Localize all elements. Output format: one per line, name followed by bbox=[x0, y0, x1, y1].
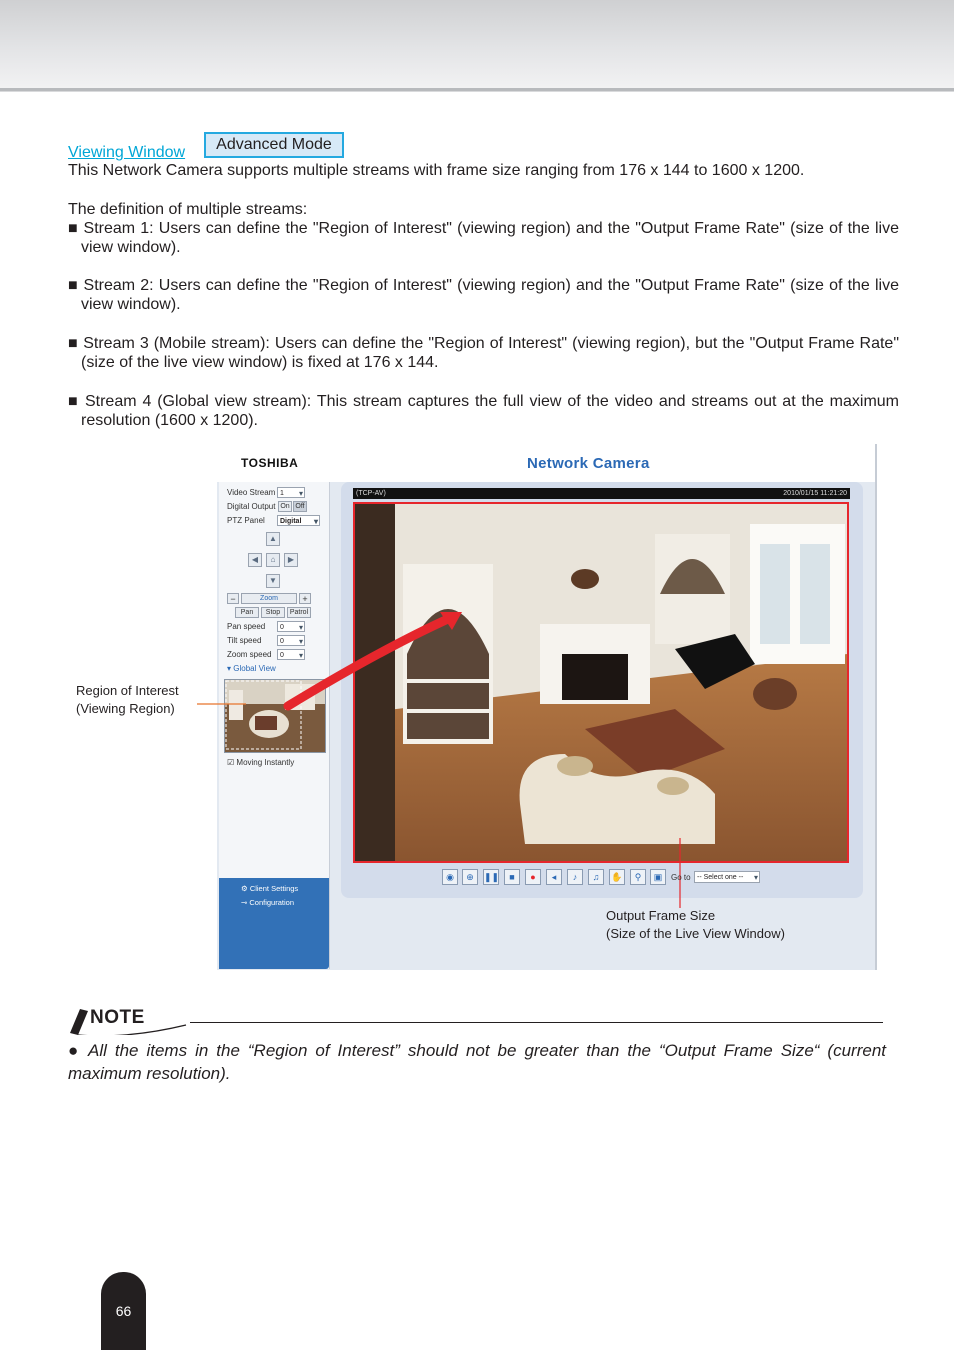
patrol-button[interactable]: Patrol bbox=[287, 607, 311, 618]
mic-icon[interactable]: ⚲ bbox=[630, 869, 646, 885]
page-number: 66 bbox=[115, 1303, 132, 1319]
stop-icon[interactable]: ■ bbox=[504, 869, 520, 885]
global-view-toggle[interactable]: ▾ Global View bbox=[227, 664, 276, 673]
home-button[interactable]: ⌂ bbox=[266, 553, 280, 567]
page-header-band bbox=[0, 0, 954, 88]
intro-paragraph: This Network Camera supports multiple streams with frame size ranging from 176 x 144 to 1600 x 1200. bbox=[68, 162, 805, 179]
fullscreen-icon[interactable]: ▣ bbox=[650, 869, 666, 885]
zoom-out-button[interactable]: − bbox=[227, 593, 239, 604]
ofs-callout-line1: Output Frame Size bbox=[606, 908, 716, 923]
screenshot-edge bbox=[875, 444, 877, 970]
pan-left-button[interactable]: ◀ bbox=[248, 553, 262, 567]
zoom-in-button[interactable]: + bbox=[299, 593, 311, 604]
live-video-window[interactable] bbox=[353, 502, 849, 863]
pan-right-button[interactable]: ▶ bbox=[284, 553, 298, 567]
note-body: All the items in the “Region of Interest” should not be greater than the “Output Frame Size“ (current maximum resolution). bbox=[68, 1041, 886, 1083]
record-icon[interactable]: ● bbox=[525, 869, 541, 885]
ptz-panel-select[interactable]: Digital ▾ bbox=[277, 515, 320, 526]
pan-button[interactable]: Pan bbox=[235, 607, 259, 618]
moving-instantly-option[interactable]: ☑ Moving Instantly bbox=[227, 758, 295, 767]
talk-icon[interactable]: ✋ bbox=[609, 869, 625, 885]
global-view-image bbox=[225, 680, 325, 752]
video-stream-label: Video Stream bbox=[227, 488, 276, 497]
global-view-thumbnail[interactable] bbox=[224, 679, 326, 753]
protocol-label: (TCP-AV) bbox=[356, 490, 386, 497]
roi-callout bbox=[76, 682, 179, 718]
configuration-link[interactable]: ⊸ Configuration bbox=[241, 898, 294, 907]
live-video-image bbox=[355, 504, 847, 861]
mute-icon[interactable]: ♫ bbox=[588, 869, 604, 885]
note-bullet: ● bbox=[68, 1041, 79, 1060]
tilt-speed-label: Tilt speed bbox=[227, 636, 262, 645]
note-text bbox=[68, 1039, 886, 1085]
client-settings-label: Client Settings bbox=[249, 884, 299, 893]
goto-label: Go to bbox=[671, 873, 691, 882]
pause-icon[interactable]: ❚❚ bbox=[483, 869, 499, 885]
sidebar-links bbox=[219, 878, 329, 969]
client-settings-link[interactable]: ⚙ Client Settings bbox=[241, 884, 299, 893]
stream-3-item: ■ Stream 3 (Mobile stream): Users can define the "Region of Interest" (viewing region), but the "Output Frame Rate" (size of the live view window) is fixed at 176 x 144. bbox=[68, 335, 899, 371]
snapshot-icon[interactable]: ◉ bbox=[442, 869, 458, 885]
zoom-slider[interactable]: Zoom bbox=[241, 593, 297, 604]
zoom-speed-label: Zoom speed bbox=[227, 650, 272, 659]
zoom-icon[interactable]: ⊕ bbox=[462, 869, 478, 885]
timestamp-label: 2010/01/15 11:21:20 bbox=[783, 490, 847, 497]
video-stream-select[interactable]: 1 ▾ bbox=[277, 487, 305, 498]
digital-output-label: Digital Output bbox=[227, 502, 276, 511]
stop-button[interactable]: Stop bbox=[261, 607, 285, 618]
advanced-mode-badge: Advanced Mode bbox=[204, 132, 344, 158]
header-rule-light bbox=[0, 91, 954, 92]
ptz-panel-label: PTZ Panel bbox=[227, 516, 265, 525]
digital-output-off-button[interactable]: Off bbox=[293, 501, 307, 512]
global-view-label: Global View bbox=[233, 664, 276, 673]
note-rule bbox=[190, 1022, 883, 1023]
tilt-up-button[interactable]: ▲ bbox=[266, 532, 280, 546]
pan-speed-label: Pan speed bbox=[227, 622, 266, 631]
ofs-callout-line2: (Size of the Live View Window) bbox=[606, 926, 785, 941]
speaker-icon[interactable]: ♪ bbox=[567, 869, 583, 885]
stream-2-item: ■ Stream 2: Users can define the "Region of Interest" (viewing region) and the "Output Frame Rate" (size of the live view window). bbox=[68, 277, 899, 313]
toshiba-logo: TOSHIBA bbox=[241, 456, 299, 470]
definition-heading: The definition of multiple streams: bbox=[68, 201, 308, 218]
stream-1-item: ■ Stream 1: Users can define the "Region of Interest" (viewing region) and the "Output Frame Rate" (size of the live view window). bbox=[68, 220, 899, 256]
pan-speed-select[interactable]: 0 ▾ bbox=[277, 621, 305, 632]
roi-callout-line1: Region of Interest bbox=[76, 683, 179, 698]
configuration-label: Configuration bbox=[249, 898, 294, 907]
digital-output-on-button[interactable]: On bbox=[278, 501, 292, 512]
moving-instantly-label: Moving Instantly bbox=[236, 758, 295, 767]
network-camera-title: Network Camera bbox=[527, 455, 650, 472]
goto-select[interactable]: -- Select one -- ▾ bbox=[694, 871, 760, 883]
viewing-window-link[interactable]: Viewing Window bbox=[68, 144, 186, 161]
note-header bbox=[68, 1005, 188, 1035]
zoom-speed-select[interactable]: 0 ▾ bbox=[277, 649, 305, 660]
note-label: NOTE bbox=[90, 1007, 145, 1028]
video-caption-bar bbox=[353, 488, 850, 499]
tilt-down-button[interactable]: ▼ bbox=[266, 574, 280, 588]
ofs-callout bbox=[606, 907, 785, 943]
volume-icon[interactable]: ◂ bbox=[546, 869, 562, 885]
roi-callout-line2: (Viewing Region) bbox=[76, 701, 175, 716]
stream-4-item: ■ Stream 4 (Global view stream): This stream captures the full view of the video and streams out at the maximum resolution (1600 x 1200). bbox=[68, 393, 899, 429]
tilt-speed-select[interactable]: 0 ▾ bbox=[277, 635, 305, 646]
